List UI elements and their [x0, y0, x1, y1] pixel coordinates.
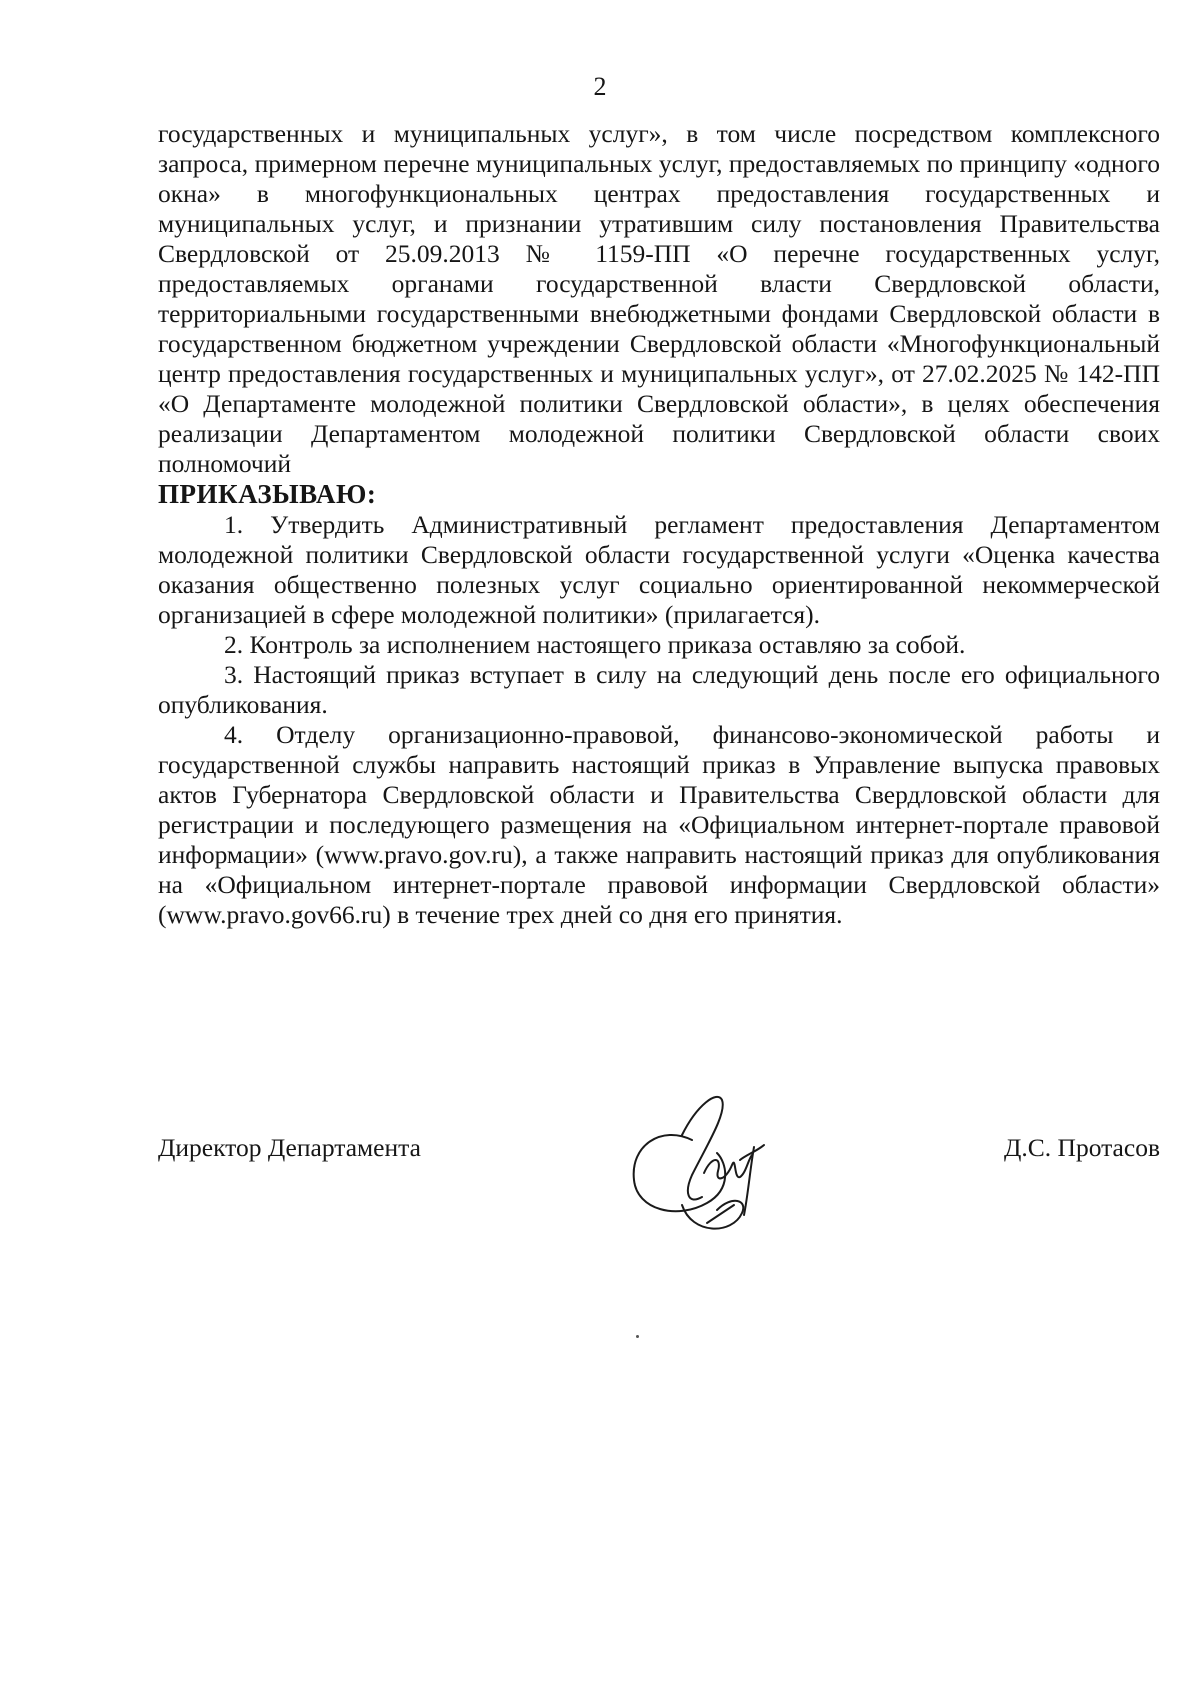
- signatory-position: Директор Департамента: [158, 1133, 421, 1162]
- order-heading: ПРИКАЗЫВАЮ:: [158, 479, 377, 509]
- order-item-2: 2. Контроль за исполнением настоящего приказа оставляю за собой.: [224, 630, 966, 659]
- order-item-1: 1. Утвердить Административный регламент предоставления Департаментом молодежной политики Свердловской области государственной услуги «Оценка качества оказания общественно полезных услуг социально ориентированной некоммерческой организацией в сфере молодежной политики» (прилагается).: [158, 510, 1160, 629]
- scan-speck: [636, 1335, 639, 1338]
- document-body: [158, 119, 1160, 930]
- order-item-3: 3. Настоящий приказ вступает в силу на следующий день после его официального опубликования.: [158, 660, 1160, 719]
- order-item-4: 4. Отделу организационно-правовой, финансово-экономической работы и государственной службы направить настоящий приказ в Управление выпуска правовых актов Губернатора Свердловской области и Правительства Свердловской области для регистрации и последующего размещения на «Официальном интернет-портале правовой информации» (www.pravo.gov.ru), а также направить настоящий приказ для опубликования на «Официальном интернет-портале правовой информации Свердловской области» (www.pravo.gov66.ru) в течение трех дней со дня его принятия.: [158, 720, 1160, 929]
- page-number: 2: [593, 72, 607, 101]
- preamble-paragraph: государственных и муниципальных услуг», в том числе посредством комплексного запроса, примерном перечне муниципальных услуг, предоставляемых по принципу «одного окна» в многофункциональных центрах предоставления государственных и муниципальных услуг, и признании утратившим силу постановления Правительства Свердловской от 25.09.2013 № 1159-ПП «О перечне государственных услуг, предоставляемых органами государственной власти Свердловской области, территориальными государственными внебюджетными фондами Свердловской области в государственном бюджетном учреждении Свердловской области «Многофункциональный центр предоставления государственных и муниципальных услуг», от 27.02.2025 № 142-ПП «О Департаменте молодежной политики Свердловской области», в целях обеспечения реализации Департаментом молодежной политики Свердловской области своих полномочий: [158, 119, 1160, 478]
- signatory-name: Д.С. Протасов: [1004, 1133, 1160, 1162]
- handwritten-signature: [622, 1085, 802, 1240]
